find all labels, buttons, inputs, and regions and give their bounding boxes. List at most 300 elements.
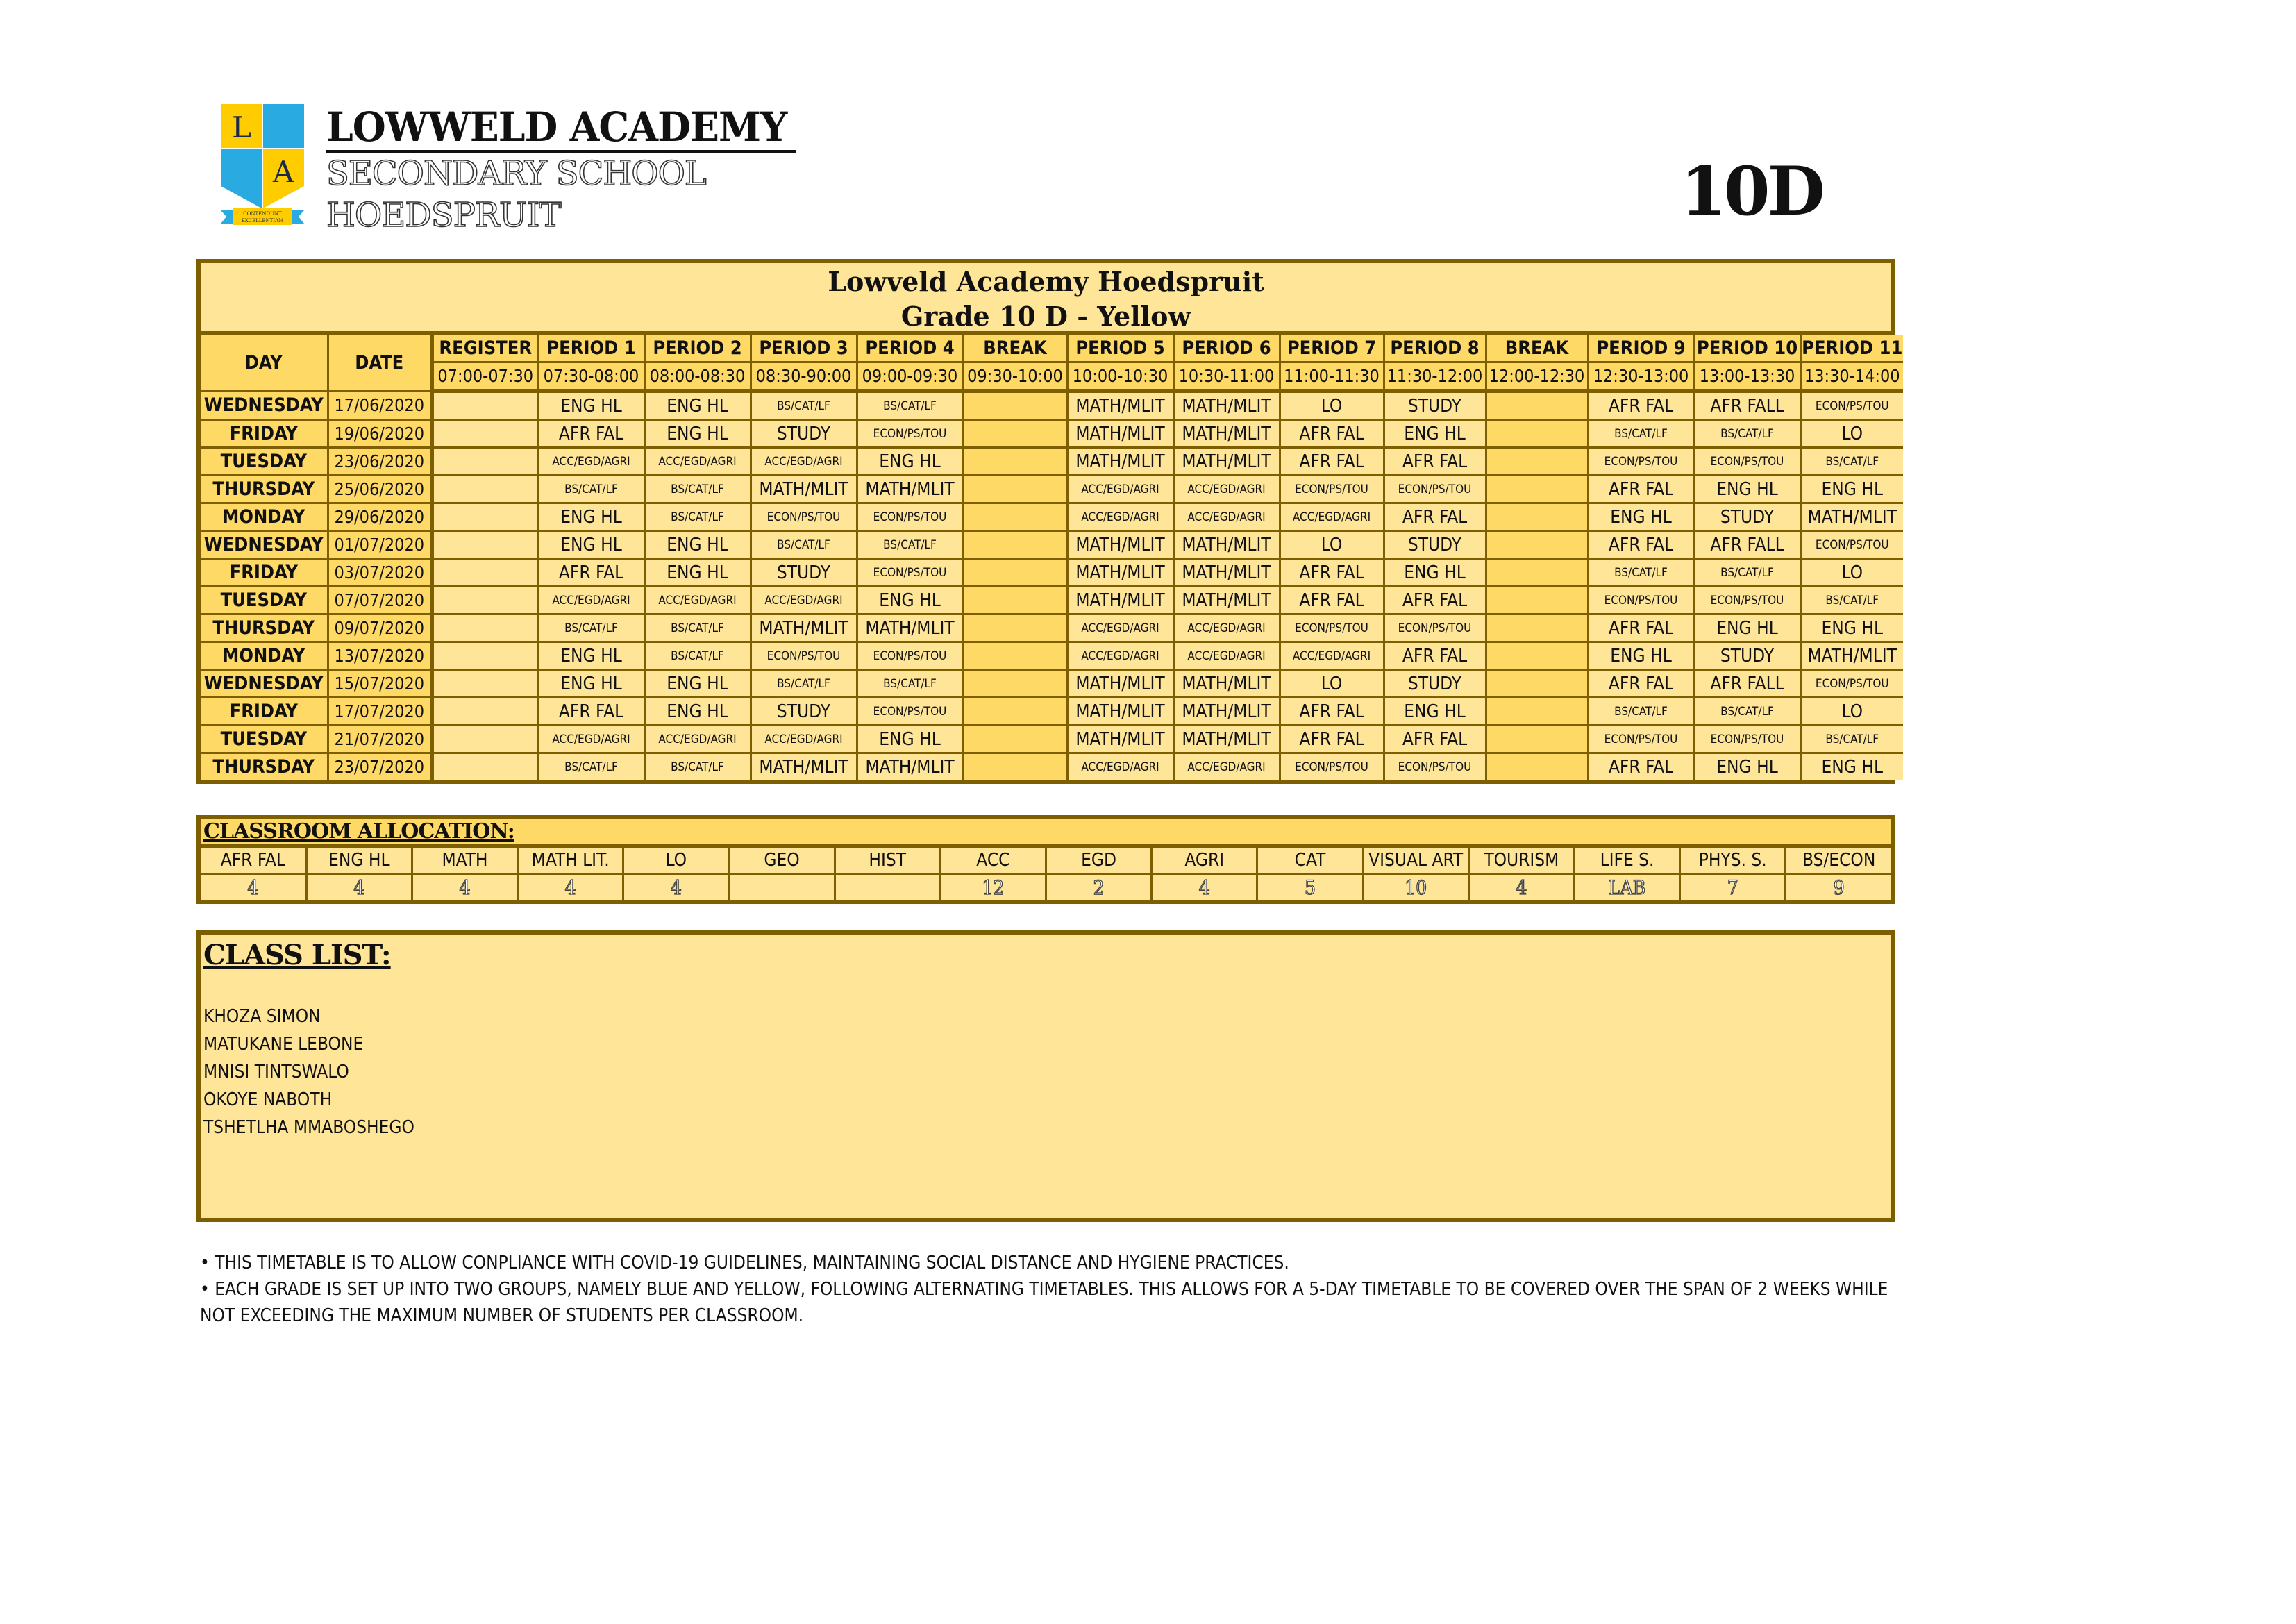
subject-cell: STUDY — [1694, 642, 1800, 670]
row-date: 21/07/2020 — [328, 726, 432, 753]
subject-cell: ENG HL — [857, 726, 963, 753]
subject-cell: BS/CAT/LF — [1588, 420, 1694, 448]
subject-cell: LO — [1800, 559, 1903, 587]
allocation-room: 4 — [1152, 874, 1257, 901]
row-day: WEDNESDAY — [201, 391, 328, 420]
subject-cell — [432, 587, 538, 614]
break-cell — [963, 726, 1067, 753]
school-crest-logo — [221, 104, 304, 228]
subject-cell: ACC/EGD/AGRI — [1173, 614, 1280, 642]
subject-cell: ACC/EGD/AGRI — [751, 726, 857, 753]
subject-cell — [432, 531, 538, 559]
break-cell — [963, 642, 1067, 670]
student-name: TSHETLHA MMABOSHEGO — [203, 1117, 414, 1138]
row-day: FRIDAY — [201, 698, 328, 726]
subject-cell: MATH/MLIT — [751, 476, 857, 503]
period-label: BREAK — [963, 335, 1067, 362]
row-date: 15/07/2020 — [328, 670, 432, 698]
row-date: 29/06/2020 — [328, 503, 432, 531]
subject-cell: MATH/MLIT — [751, 753, 857, 780]
subject-cell — [432, 420, 538, 448]
subject-cell: ENG HL — [538, 670, 644, 698]
allocation-subject: CAT — [1257, 848, 1363, 874]
subject-cell: BS/CAT/LF — [1800, 726, 1903, 753]
subject-cell: MATH/MLIT — [1173, 391, 1280, 420]
period-time: 11:30-12:00 — [1384, 362, 1486, 392]
subject-cell: MATH/MLIT — [1067, 448, 1173, 476]
subject-cell: AFR FAL — [1280, 698, 1384, 726]
subject-cell: ECON/PS/TOU — [1280, 614, 1384, 642]
row-date: 23/06/2020 — [328, 448, 432, 476]
period-label: PERIOD 4 — [857, 335, 963, 362]
timetable-grid — [201, 335, 1903, 780]
break-cell — [1486, 503, 1588, 531]
subject-cell: ACC/EGD/AGRI — [751, 587, 857, 614]
subject-cell: ENG HL — [538, 503, 644, 531]
row-date: 17/07/2020 — [328, 698, 432, 726]
period-label: PERIOD 1 — [538, 335, 644, 362]
subject-cell: MATH/MLIT — [1173, 448, 1280, 476]
school-name-block — [326, 104, 821, 236]
subject-cell: BS/CAT/LF — [1588, 559, 1694, 587]
row-date: 19/06/2020 — [328, 420, 432, 448]
allocation-room: 4 — [1468, 874, 1574, 901]
period-time: 10:00-10:30 — [1067, 362, 1173, 392]
period-time: 10:30-11:00 — [1173, 362, 1280, 392]
timetable-row — [201, 476, 1903, 503]
classroom-allocation-title-bar — [201, 819, 1891, 848]
subject-cell: ECON/PS/TOU — [751, 503, 857, 531]
subject-cell: MATH/MLIT — [857, 753, 963, 780]
subject-cell: BS/CAT/LF — [751, 391, 857, 420]
student-name: OKOYE NABOTH — [203, 1089, 333, 1110]
timetable-row — [201, 642, 1903, 670]
subject-cell: MATH/MLIT — [1067, 587, 1173, 614]
subject-cell: STUDY — [1384, 531, 1486, 559]
period-time: 07:30-08:00 — [538, 362, 644, 392]
allocation-subject: AFR FAL — [201, 848, 306, 874]
subject-cell: ENG HL — [644, 698, 751, 726]
subject-cell: BS/CAT/LF — [644, 642, 751, 670]
subject-cell: ENG HL — [1800, 614, 1903, 642]
crest-letter-l: L — [232, 110, 251, 144]
timetable-row — [201, 531, 1903, 559]
subject-cell: ENG HL — [1800, 753, 1903, 780]
period-label: PERIOD 7 — [1280, 335, 1384, 362]
subject-cell: AFR FAL — [1280, 559, 1384, 587]
subject-cell: MATH/MLIT — [1173, 726, 1280, 753]
timetable-row — [201, 448, 1903, 476]
allocation-room: 2 — [1046, 874, 1152, 901]
allocation-subject: MATH LIT. — [518, 848, 623, 874]
subject-cell: MATH/MLIT — [1067, 559, 1173, 587]
subject-cell: ECON/PS/TOU — [1800, 391, 1903, 420]
subject-cell: ACC/EGD/AGRI — [1173, 642, 1280, 670]
allocation-room — [729, 874, 835, 901]
allocation-room-row — [201, 874, 1891, 901]
break-cell — [1486, 726, 1588, 753]
subject-cell: ENG HL — [857, 587, 963, 614]
subject-cell: AFR FALL — [1694, 391, 1800, 420]
subject-cell: ECON/PS/TOU — [1280, 753, 1384, 780]
subject-cell: MATH/MLIT — [1067, 698, 1173, 726]
timetable-title-line2: Grade 10 D - Yellow — [900, 301, 1191, 332]
subject-cell: AFR FAL — [1280, 420, 1384, 448]
subject-cell: ECON/PS/TOU — [857, 503, 963, 531]
period-time: 11:00-11:30 — [1280, 362, 1384, 392]
timetable-title-line1: Lowveld Academy Hoedspruit — [828, 266, 1264, 297]
subject-cell: STUDY — [1384, 391, 1486, 420]
break-cell — [963, 559, 1067, 587]
subject-cell: STUDY — [1384, 670, 1486, 698]
crest-quadrant — [221, 149, 262, 208]
subject-cell: ENG HL — [1588, 503, 1694, 531]
subject-cell: AFR FAL — [1280, 726, 1384, 753]
subject-cell: AFR FALL — [1694, 670, 1800, 698]
period-label: PERIOD 10 — [1694, 335, 1800, 362]
student-list — [203, 1003, 1888, 1141]
student-name: KHOZA SIMON — [203, 1006, 321, 1027]
row-date: 07/07/2020 — [328, 587, 432, 614]
subject-cell: AFR FAL — [538, 698, 644, 726]
subject-cell: AFR FAL — [1588, 391, 1694, 420]
subject-cell: ENG HL — [538, 531, 644, 559]
subject-cell: LO — [1280, 531, 1384, 559]
row-date: 23/07/2020 — [328, 753, 432, 780]
timetable-row — [201, 587, 1903, 614]
subject-cell: ECON/PS/TOU — [1588, 587, 1694, 614]
subject-cell: BS/CAT/LF — [1694, 698, 1800, 726]
break-cell — [963, 587, 1067, 614]
row-day: TUESDAY — [201, 448, 328, 476]
timetable-row — [201, 420, 1903, 448]
subject-cell: LO — [1800, 698, 1903, 726]
break-cell — [1486, 642, 1588, 670]
period-time: 13:00-13:30 — [1694, 362, 1800, 392]
break-cell — [963, 448, 1067, 476]
break-cell — [963, 753, 1067, 780]
break-cell — [963, 614, 1067, 642]
subject-cell: MATH/MLIT — [1067, 670, 1173, 698]
period-label: REGISTER — [432, 335, 538, 362]
allocation-room: 4 — [412, 874, 517, 901]
subject-cell: LO — [1280, 391, 1384, 420]
subject-cell: ENG HL — [1384, 698, 1486, 726]
subject-cell: ECON/PS/TOU — [751, 642, 857, 670]
break-cell — [1486, 448, 1588, 476]
allocation-subject: ACC — [940, 848, 1046, 874]
subject-cell: AFR FAL — [1280, 448, 1384, 476]
subject-cell: ENG HL — [644, 531, 751, 559]
break-cell — [963, 531, 1067, 559]
timetable-row — [201, 698, 1903, 726]
subject-cell: MATH/MLIT — [1173, 698, 1280, 726]
subject-cell: AFR FAL — [1588, 614, 1694, 642]
period-header-row — [201, 335, 1903, 362]
subject-cell: ACC/EGD/AGRI — [1067, 476, 1173, 503]
subject-cell: ACC/EGD/AGRI — [644, 726, 751, 753]
subject-cell — [432, 391, 538, 420]
subject-cell: ACC/EGD/AGRI — [1067, 614, 1173, 642]
subject-cell: ECON/PS/TOU — [1694, 448, 1800, 476]
subject-cell: ACC/EGD/AGRI — [751, 448, 857, 476]
subject-cell: ACC/EGD/AGRI — [1067, 503, 1173, 531]
subject-cell: ACC/EGD/AGRI — [1067, 642, 1173, 670]
subject-cell: BS/CAT/LF — [1800, 587, 1903, 614]
subject-cell: ENG HL — [644, 559, 751, 587]
subject-cell: MATH/MLIT — [1800, 503, 1903, 531]
footnote: • THIS TIMETABLE IS TO ALLOW CONPLIANCE WITH COVID-19 GUIDELINES, MAINTAINING SOCIAL DISTANCE AND HYGIENE PRACTICES. — [200, 1253, 1289, 1273]
break-cell — [963, 476, 1067, 503]
subject-cell: MATH/MLIT — [1173, 670, 1280, 698]
subject-cell: BS/CAT/LF — [857, 391, 963, 420]
subject-cell: ECON/PS/TOU — [1694, 726, 1800, 753]
allocation-room: 12 — [940, 874, 1046, 901]
subject-cell: ENG HL — [538, 391, 644, 420]
row-day: WEDNESDAY — [201, 670, 328, 698]
timetable-row — [201, 503, 1903, 531]
row-day: MONDAY — [201, 503, 328, 531]
time-header-row — [201, 362, 1903, 392]
timetable-row — [201, 726, 1903, 753]
allocation-subject: PHYS. S. — [1680, 848, 1786, 874]
subject-cell: ECON/PS/TOU — [1588, 726, 1694, 753]
day-column-header: DAY — [201, 335, 328, 391]
subject-cell: ENG HL — [1588, 642, 1694, 670]
subject-cell: ENG HL — [644, 391, 751, 420]
row-date: 09/07/2020 — [328, 614, 432, 642]
allocation-room: 10 — [1363, 874, 1468, 901]
period-time: 09:30-10:00 — [963, 362, 1067, 392]
allocation-room: LAB — [1574, 874, 1679, 901]
subject-cell: BS/CAT/LF — [1800, 448, 1903, 476]
allocation-subject: ENG HL — [306, 848, 412, 874]
subject-cell: ECON/PS/TOU — [1800, 531, 1903, 559]
timetable-row — [201, 670, 1903, 698]
break-cell — [1486, 587, 1588, 614]
subject-cell — [432, 476, 538, 503]
row-date: 25/06/2020 — [328, 476, 432, 503]
subject-cell: BS/CAT/LF — [751, 531, 857, 559]
subject-cell: ACC/EGD/AGRI — [1280, 642, 1384, 670]
subject-cell: ACC/EGD/AGRI — [538, 726, 644, 753]
allocation-subject: AGRI — [1152, 848, 1257, 874]
break-cell — [1486, 420, 1588, 448]
allocation-room: 9 — [1786, 874, 1891, 901]
break-cell — [963, 670, 1067, 698]
subject-cell: BS/CAT/LF — [1694, 559, 1800, 587]
subject-cell: MATH/MLIT — [1173, 587, 1280, 614]
subject-cell: AFR FAL — [1280, 587, 1384, 614]
subject-cell: ECON/PS/TOU — [857, 642, 963, 670]
break-cell — [1486, 614, 1588, 642]
period-label: PERIOD 3 — [751, 335, 857, 362]
subject-cell: ACC/EGD/AGRI — [538, 448, 644, 476]
subject-cell: ECON/PS/TOU — [1800, 670, 1903, 698]
allocation-subject: EGD — [1046, 848, 1152, 874]
subject-cell: MATH/MLIT — [1800, 642, 1903, 670]
period-time: 08:30-90:00 — [751, 362, 857, 392]
row-day: THURSDAY — [201, 753, 328, 780]
subject-cell: MATH/MLIT — [1173, 559, 1280, 587]
period-time: 12:30-13:00 — [1588, 362, 1694, 392]
subject-cell: ENG HL — [538, 642, 644, 670]
timetable-row — [201, 614, 1903, 642]
timetable — [196, 259, 1903, 784]
row-date: 01/07/2020 — [328, 531, 432, 559]
period-time: 07:00-07:30 — [432, 362, 538, 392]
subject-cell: AFR FAL — [1588, 670, 1694, 698]
period-time: 09:00-09:30 — [857, 362, 963, 392]
break-cell — [1486, 559, 1588, 587]
subject-cell: MATH/MLIT — [857, 476, 963, 503]
subject-cell: AFR FALL — [1694, 531, 1800, 559]
subject-cell: AFR FAL — [1384, 726, 1486, 753]
subject-cell: MATH/MLIT — [1067, 726, 1173, 753]
school-location: HOEDSPRUIT — [326, 196, 561, 235]
allocation-room: 7 — [1680, 874, 1786, 901]
subject-cell — [432, 614, 538, 642]
subject-cell: ECON/PS/TOU — [1384, 753, 1486, 780]
period-time: 08:00-08:30 — [644, 362, 751, 392]
period-time: 12:00-12:30 — [1486, 362, 1588, 392]
subject-cell: ECON/PS/TOU — [1384, 476, 1486, 503]
crest-motto: EXCELLENTIAM — [241, 218, 284, 224]
row-day: TUESDAY — [201, 587, 328, 614]
break-cell — [1486, 670, 1588, 698]
subject-cell: ACC/EGD/AGRI — [644, 587, 751, 614]
student-name: MNISI TINTSWALO — [203, 1062, 349, 1082]
break-cell — [963, 391, 1067, 420]
break-cell — [1486, 391, 1588, 420]
subject-cell: ENG HL — [857, 448, 963, 476]
row-date: 17/06/2020 — [328, 391, 432, 420]
subject-cell: ENG HL — [644, 670, 751, 698]
subject-cell — [432, 726, 538, 753]
timetable-row — [201, 559, 1903, 587]
subject-cell: LO — [1280, 670, 1384, 698]
break-cell — [1486, 698, 1588, 726]
subject-cell: AFR FAL — [538, 420, 644, 448]
subject-cell: ENG HL — [1384, 559, 1486, 587]
subject-cell: ACC/EGD/AGRI — [644, 448, 751, 476]
crest-motto: CONTENDUNT — [243, 211, 282, 217]
subject-cell: ENG HL — [1694, 614, 1800, 642]
period-label: PERIOD 8 — [1384, 335, 1486, 362]
subject-cell: AFR FAL — [1384, 503, 1486, 531]
subject-cell: MATH/MLIT — [857, 614, 963, 642]
subject-cell: AFR FAL — [1588, 531, 1694, 559]
subject-cell: BS/CAT/LF — [538, 476, 644, 503]
subject-cell: ENG HL — [1694, 476, 1800, 503]
subject-cell: STUDY — [751, 698, 857, 726]
subject-cell: BS/CAT/LF — [538, 614, 644, 642]
subject-cell: ENG HL — [1384, 420, 1486, 448]
timetable-title — [201, 263, 1891, 335]
subject-cell: ENG HL — [1694, 753, 1800, 780]
break-cell — [1486, 531, 1588, 559]
allocation-subject: LIFE S. — [1574, 848, 1679, 874]
subject-cell: BS/CAT/LF — [644, 503, 751, 531]
period-time: 13:30-14:00 — [1800, 362, 1903, 392]
subject-cell: BS/CAT/LF — [644, 476, 751, 503]
crest-quadrant — [263, 104, 304, 148]
allocation-room: 4 — [306, 874, 412, 901]
subject-cell: MATH/MLIT — [1067, 531, 1173, 559]
subject-cell — [432, 753, 538, 780]
allocation-subject: LO — [623, 848, 729, 874]
subject-cell — [432, 448, 538, 476]
period-label: BREAK — [1486, 335, 1588, 362]
subject-cell: MATH/MLIT — [1173, 531, 1280, 559]
subject-cell: ENG HL — [1800, 476, 1903, 503]
subject-cell: AFR FAL — [1588, 476, 1694, 503]
subject-cell: ACC/EGD/AGRI — [1173, 503, 1280, 531]
row-day: THURSDAY — [201, 476, 328, 503]
allocation-room: 4 — [623, 874, 729, 901]
subject-cell: ACC/EGD/AGRI — [1067, 753, 1173, 780]
school-type: SECONDARY SCHOOL — [326, 154, 706, 193]
break-cell — [963, 503, 1067, 531]
period-label: PERIOD 2 — [644, 335, 751, 362]
subject-cell: AFR FAL — [1384, 448, 1486, 476]
subject-cell: ENG HL — [644, 420, 751, 448]
row-day: TUESDAY — [201, 726, 328, 753]
allocation-room: 4 — [201, 874, 306, 901]
subject-cell — [432, 503, 538, 531]
classroom-allocation-title: CLASSROOM ALLOCATION: — [203, 819, 514, 844]
break-cell — [1486, 476, 1588, 503]
allocation-subject: HIST — [835, 848, 940, 874]
period-label: PERIOD 9 — [1588, 335, 1694, 362]
row-day: FRIDAY — [201, 559, 328, 587]
period-label: PERIOD 5 — [1067, 335, 1173, 362]
row-day: MONDAY — [201, 642, 328, 670]
classroom-allocation — [196, 815, 1895, 904]
timetable-row — [201, 391, 1903, 420]
subject-cell: ECON/PS/TOU — [1280, 476, 1384, 503]
allocation-subject: MATH — [412, 848, 517, 874]
subject-cell — [432, 642, 538, 670]
allocation-room: 4 — [518, 874, 623, 901]
subject-cell: ECON/PS/TOU — [1694, 587, 1800, 614]
date-column-header: DATE — [328, 335, 432, 391]
subject-cell: BS/CAT/LF — [857, 670, 963, 698]
subject-cell: MATH/MLIT — [1067, 420, 1173, 448]
subject-cell: BS/CAT/LF — [857, 531, 963, 559]
subject-cell: STUDY — [751, 420, 857, 448]
subject-cell: ECON/PS/TOU — [1384, 614, 1486, 642]
subject-cell — [432, 670, 538, 698]
footnote: • EACH GRADE IS SET UP INTO TWO GROUPS, NAMELY BLUE AND YELLOW, FOLLOWING ALTERNATING TIMETABLES. THIS ALLOWS FOR A 5-DAY TIMETABLE TO BE COVERED OVER THE SPAN OF 2 WEEKS WHILE NOT EXCEEDING THE MAXIMUM NUMBER OF STUDENTS PER CLASSROOM. — [200, 1279, 1888, 1326]
subject-cell: ECON/PS/TOU — [857, 698, 963, 726]
row-day: THURSDAY — [201, 614, 328, 642]
subject-cell: BS/CAT/LF — [644, 753, 751, 780]
subject-cell: ACC/EGD/AGRI — [538, 587, 644, 614]
class-list-title: CLASS LIST: — [203, 939, 391, 971]
subject-cell: ACC/EGD/AGRI — [1280, 503, 1384, 531]
row-day: WEDNESDAY — [201, 531, 328, 559]
subject-cell: MATH/MLIT — [1067, 391, 1173, 420]
break-cell — [1486, 753, 1588, 780]
allocation-subject: BS/ECON — [1786, 848, 1891, 874]
crest-letter-a: A — [272, 155, 294, 189]
subject-cell: MATH/MLIT — [751, 614, 857, 642]
row-date: 03/07/2020 — [328, 559, 432, 587]
subject-cell: ECON/PS/TOU — [857, 559, 963, 587]
subject-cell: BS/CAT/LF — [538, 753, 644, 780]
student-name: MATUKANE LEBONE — [203, 1034, 364, 1055]
